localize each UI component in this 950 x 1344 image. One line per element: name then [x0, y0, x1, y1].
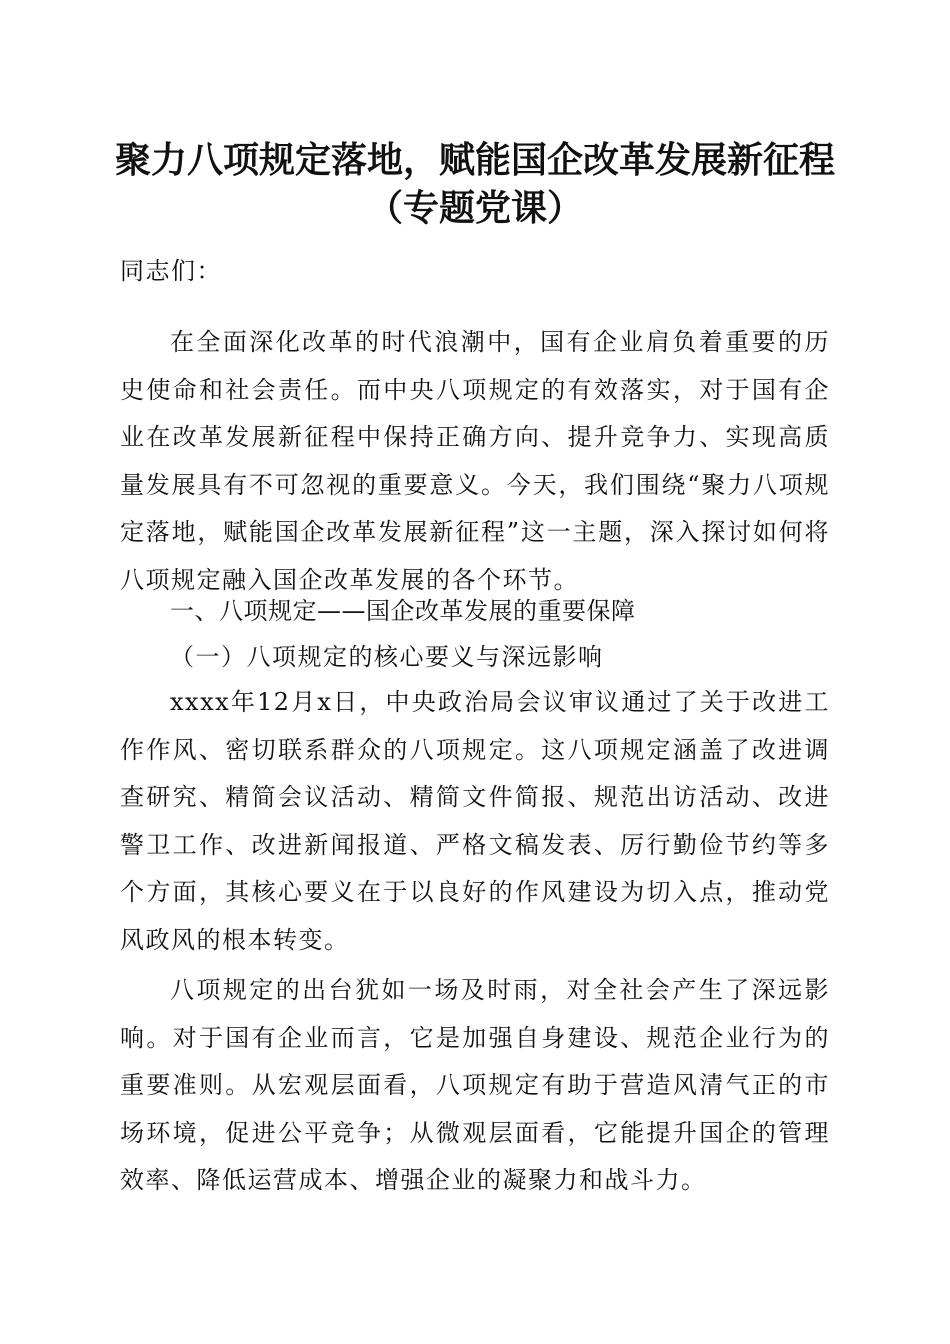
section-heading-1: 一、八项规定——国企改革发展的重要保障 [170, 597, 636, 625]
subsection-heading-1: （一）八项规定的核心要义与深远影响 [170, 643, 604, 671]
salutation: 同志们： [120, 257, 222, 285]
body-paragraph-2: xxxx年12月x日，中央政治局会议审议通过了关于改进工作作风、密切联系群众的八项规定。这八项规定涵盖了改进调查研究、精简会议活动、精简文件简报、规范出访活动、改进警卫工作、改进新闻报道、严格文稿发表、厉行勤俭节约等多个方面，其核心要义在于以良好的作风建设为切入点，推动党风政风的根本转变。 [120, 688, 830, 954]
intro-paragraph: 在全面深化改革的时代浪潮中，国有企业肩负着重要的历史使命和社会责任。而中央八项规定的有效落实，对于国有企业在改革发展新征程中保持正确方向、提升竞争力、实现高质量发展具有不可忽视的重要意义。今天，我们围绕“聚力八项规定落地，赋能国企改革发展新征程”这一主题，深入探讨如何将八项规定融入国企改革发展的各个环节。 [120, 328, 830, 594]
document-subtitle: （专题党课） [366, 187, 583, 229]
document-title: 聚力八项规定落地，赋能国企改革发展新征程 [114, 139, 835, 181]
body-paragraph-3: 八项规定的出台犹如一场及时雨，对全社会产生了深远影响。对于国有企业而言，它是加强自身建设、规范企业行为的重要准则。从宏观层面看，八项规定有助于营造风清气正的市场环境，促进公平竞争；从微观层面看，它能提升国企的管理效率、降低运营成本、增强企业的凝聚力和战斗力。 [120, 976, 830, 1194]
